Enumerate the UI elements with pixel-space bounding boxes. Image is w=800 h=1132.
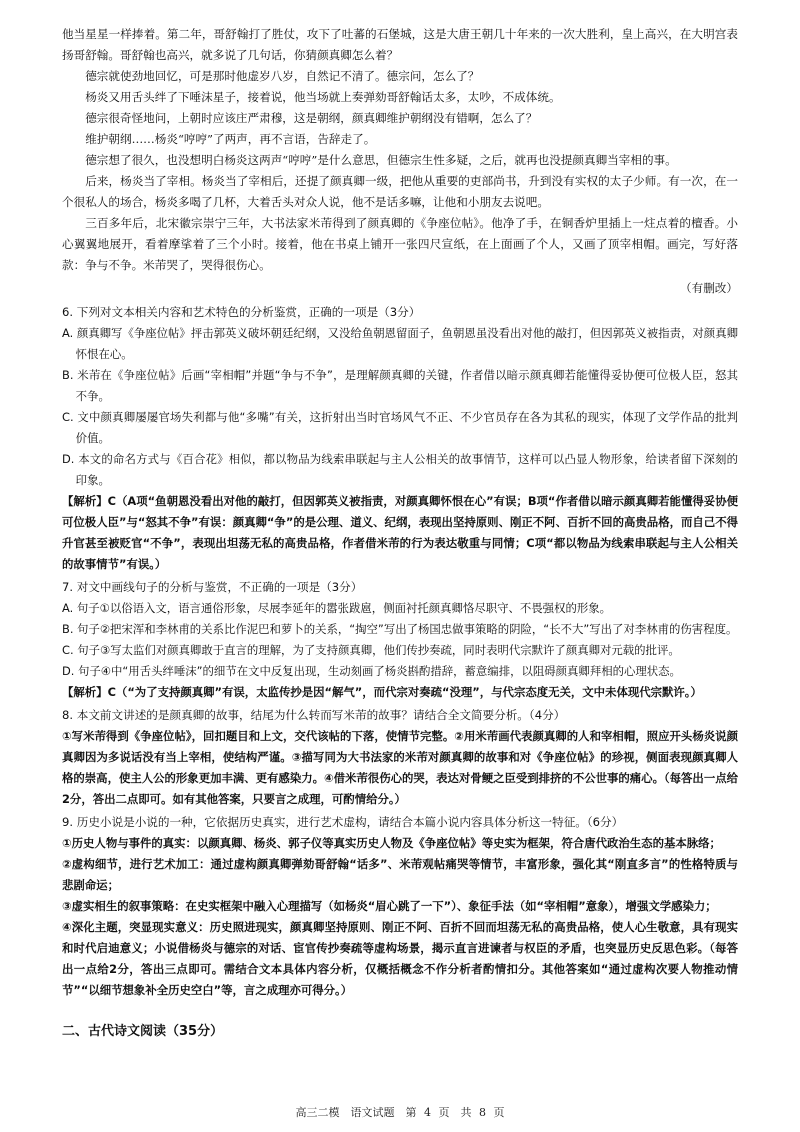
question-9 (62, 812, 738, 1001)
story-paragraph: 德宗想了很久，也没想明白杨炎这两声“哼哼”是什么意思，但德宗生性多疑，之后，就再也没提颜真卿当宰相的事。 (85, 153, 677, 167)
story-text (62, 24, 738, 276)
answer-point: ③虚实相生的叙事策略：在史实框架中融入心理描写（如杨炎“眉心跳了一下”）、象征手法（如“宰相帽”意象），增强文学感染力； (62, 899, 717, 913)
answer-analysis: 【解析】C（“为了支持颜真卿”有误，太监传抄是因“解气”，而代宗对奏疏“没理”，与代宗态度无关，文中未体现代宗默许。） (62, 685, 702, 699)
option-a: A. 句子①以俗语入文，语言通俗形象，尽展李延年的嚣张跋扈，侧面衬托颜真卿恪尽职守、不畏强权的形象。 (62, 601, 612, 615)
answer-analysis: 【解析】C（A项“鱼朝恩没看出对他的敲打，但因郭英义被指责，对颜真卿怀恨在心”有误；B项“作者借以暗示颜真卿若能懂得妥协便可位极人臣”与“怒其不争”有误：颜真卿“争”的是公理、道义、纪纲，表现出坚持原则、刚正不阿、百折不回的高贵品格，而自己不得升官甚至被贬官“不争”，表现出坦荡无私的高贵品格，作者借米芾的行为表达敬重与同情；C项“都以物品为线索串联起与主人公相关的故事情节”有误。） (62, 494, 738, 571)
story-paragraph: 三百多年后，北宋徽宗崇宁三年，大书法家米芾得到了颜真卿的《争座位帖》。他净了手，在铜香炉里插上一炷点着的檀香。小心翼翼地展开，看着摩挲着了三个小时。接着，他在书桌上铺开一张四尺宣纸，在上面画了个人，又画了顶宰相帽。画完，写好落款：争与不争。米芾哭了，哭得很伤心。 (62, 216, 738, 272)
story-paragraph: 后来，杨炎当了宰相。杨炎当了宰相后，还提了颜真卿一级，把他从重要的吏部尚书，升到没有实权的太子少师。有一次，在一个很私人的场合，杨炎多喝了几杯，大着舌头对众人说，他不是话多嘛，让他和小朋友去说吧。 (62, 174, 738, 209)
section-heading: 二、古代诗文阅读（35分） (62, 1024, 224, 1039)
question-stem: 6. 下列对文本相关内容和艺术特色的分析鉴赏，正确的一项是（3分） (62, 305, 421, 319)
story-paragraph: 德宗很奇怪地问，上朝时应该庄严肃穆，这是朝纲，颜真卿维护朝纲没有错啊，怎么了？ (85, 111, 538, 125)
story-paragraph: 杨炎又用舌头绊了下唾沫星子，接着说，他当场就上奏弹劾哥舒翰话太多，太吵，不成体统。 (85, 90, 561, 104)
option-d: D. 本文的命名方式与《百合花》相似，都以物品为线索串联起与主人公相关的故事情节，这样可以凸显人物形象，给读者留下深刻的印象。 (62, 452, 738, 487)
option-a: A. 颜真卿写《争座位帖》抨击郭英义破坏朝廷纪纲，又没给鱼朝恩留面子，鱼朝恩虽没看出对他的敲打，但因郭英义被指责，对颜真卿怀恨在心。 (62, 326, 738, 361)
option-d: D. 句子④中“用舌头绊唾沫”的细节在文中反复出现，生动刻画了杨炎斟酌措辞，蓄意编排，以阻碍颜真卿拜相的心理状态。 (62, 664, 681, 678)
answer-point: ④深化主题，突显现实意义：历史照进现实，颜真卿坚持原则、刚正不阿、百折不回而坦荡无私的高贵品格，使人心生敬意，具有现实和时代启迪意义；小说借杨炎与德宗的对话、宦官传抄奏疏等虚构场景，揭示直言进谏者与权臣的矛盾，也突显历史反思色彩。（每答出一点给2分，答出三点即可。需结合文本具体内容分析，仅概括概念不作分析者酌情扣分。其他答案如“通过虚构次要人物推动情节”“以细节想象补全历史空白”等，言之成理亦可得分。） (62, 920, 738, 997)
option-c: C. 文中颜真卿屡屡官场失利都与他“多嘴”有关，这折射出当时官场风气不正、不少官员存在各为其私的现实，体现了文学作品的批判价值。 (62, 410, 738, 445)
question-stem: 8. 本文前文讲述的是颜真卿的故事，结尾为什么转而写米芾的故事？请结合全文简要分析。（4分） (62, 708, 566, 722)
option-b: B. 句子②把宋浑和李林甫的关系比作泥巴和萝卜的关系，“掏空”写出了杨国忠做事策略的阴险，“长不大”写出了对李林甫的伤害程度。 (62, 622, 738, 636)
question-6 (62, 302, 738, 575)
story-paragraph: 他当星星一样捧着。第二年，哥舒翰打了胜仗，攻下了吐蕃的石堡城，这是大唐王朝几十年来的一次大胜利，皇上高兴，在大明宫表扬哥舒翰。哥舒翰也高兴，就多说了几句话，你猜颜真卿怎么着？ (62, 27, 738, 62)
question-7 (62, 577, 738, 703)
question-stem: 7. 对文中画线句子的分析与鉴赏，不正确的一项是（3分） (62, 580, 363, 594)
story-paragraph: 维护朝纲……杨炎“哼哼”了两声，再不言语，告辞走了。 (85, 132, 376, 146)
answer-point: ②虚构细节，进行艺术加工：通过虚构颜真卿弹劾哥舒翰“话多”、米芾观帖痛哭等情节，丰富形象，强化其“刚直多言”的性格特质与悲剧命运； (62, 857, 738, 892)
page-footer: 高三二模 语文试题 第 4 页 共 8 页 (295, 1106, 505, 1119)
question-8 (62, 705, 738, 810)
answer-point: ①历史人物与事件的真实：以颜真卿、杨炎、郭子仪等真实历史人物及《争座位帖》等史实为框架，符合唐代政治生态的基本脉络； (62, 836, 721, 850)
question-stem: 9. 历史小说是小说的一种，它依据历史真实，进行艺术虚构，请结合本篇小说内容具体分析这一特征。（6分） (62, 815, 624, 829)
option-c: C. 句子③写太监们对颜真卿敢于直言的理解，为了支持颜真卿，他们传抄奏疏，同时表明代宗默许了颜真卿对元载的批评。 (62, 643, 680, 657)
option-b: B. 米芾在《争座位帖》后画“宰相帽”并题“争与不争”，是理解颜真卿的关键，作者借以暗示颜真卿若能懂得妥协便可位极人臣，怒其不争。 (62, 368, 738, 403)
answer-text: ①写米芾得到《争座位帖》，回扣题目和上文，交代该帖的下落，使情节完整。②用米芾画代表颜真卿的人和宰相帽，照应开头杨炎说颜真卿因为多说话没有当上宰相，使结构严谨。③描写同为大书法家的米芾对颜真卿的故事和对《争座位帖》的珍视，侧面表现颜真卿人格的崇高，使主人公的形象更加丰满、更有感染力。④借米芾很伤心的哭，表达对骨鲠之臣受到排挤的不公世事的痛心。（每答出一点给2分，答出二点即可。如有其他答案，只要言之成理，可酌情给分。） (62, 729, 738, 806)
source-note: （有删改） (680, 281, 738, 295)
story-paragraph: 德宗就使劲地回忆，可是那时他虚岁八岁，自然记不清了。德宗问，怎么了？ (85, 69, 480, 83)
